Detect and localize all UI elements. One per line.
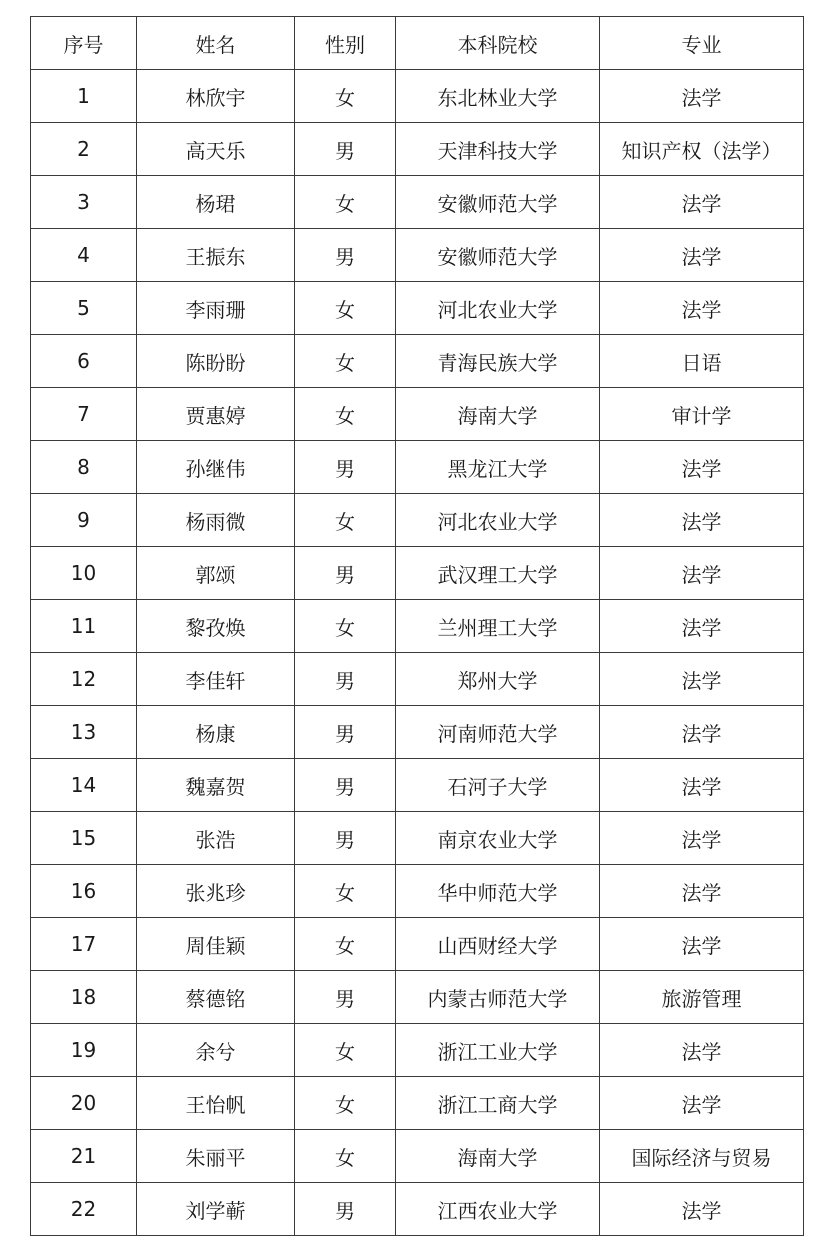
cell-gender: 男 <box>295 547 396 600</box>
cell-name: 周佳颖 <box>137 918 295 971</box>
cell-undergraduate-school: 南京农业大学 <box>396 812 600 865</box>
cell-undergraduate-school: 河北农业大学 <box>396 282 600 335</box>
cell-name: 杨珺 <box>137 176 295 229</box>
cell-major: 法学 <box>600 547 804 600</box>
table-row <box>31 865 804 918</box>
cell-major: 法学 <box>600 653 804 706</box>
cell-undergraduate-school: 石河子大学 <box>396 759 600 812</box>
cell-name: 蔡德铭 <box>137 971 295 1024</box>
cell-undergraduate-school: 东北林业大学 <box>396 70 600 123</box>
cell-gender: 女 <box>295 1077 396 1130</box>
cell-gender: 女 <box>295 494 396 547</box>
header-gender: 性别 <box>295 17 396 70</box>
table-row <box>31 1130 804 1183</box>
cell-major: 国际经济与贸易 <box>600 1130 804 1183</box>
cell-serial-number: 7 <box>31 388 137 441</box>
cell-major: 日语 <box>600 335 804 388</box>
cell-serial-number: 9 <box>31 494 137 547</box>
table-row <box>31 494 804 547</box>
cell-serial-number: 5 <box>31 282 137 335</box>
cell-undergraduate-school: 安徽师范大学 <box>396 176 600 229</box>
cell-serial-number: 18 <box>31 971 137 1024</box>
cell-major: 法学 <box>600 441 804 494</box>
cell-serial-number: 16 <box>31 865 137 918</box>
cell-gender: 女 <box>295 918 396 971</box>
cell-name: 高天乐 <box>137 123 295 176</box>
cell-name: 刘学蕲 <box>137 1183 295 1236</box>
cell-serial-number: 15 <box>31 812 137 865</box>
cell-name: 贾惠婷 <box>137 388 295 441</box>
cell-serial-number: 10 <box>31 547 137 600</box>
table-row <box>31 1077 804 1130</box>
cell-serial-number: 6 <box>31 335 137 388</box>
cell-serial-number: 13 <box>31 706 137 759</box>
cell-major: 审计学 <box>600 388 804 441</box>
table-row <box>31 229 804 282</box>
cell-major: 法学 <box>600 1024 804 1077</box>
cell-name: 林欣宇 <box>137 70 295 123</box>
cell-major: 法学 <box>600 70 804 123</box>
table-row <box>31 388 804 441</box>
cell-undergraduate-school: 郑州大学 <box>396 653 600 706</box>
cell-major: 法学 <box>600 865 804 918</box>
cell-gender: 女 <box>295 1024 396 1077</box>
cell-serial-number: 14 <box>31 759 137 812</box>
table-row <box>31 653 804 706</box>
table-row <box>31 176 804 229</box>
cell-undergraduate-school: 青海民族大学 <box>396 335 600 388</box>
cell-major: 法学 <box>600 600 804 653</box>
cell-major: 法学 <box>600 229 804 282</box>
cell-gender: 女 <box>295 335 396 388</box>
cell-gender: 男 <box>295 441 396 494</box>
cell-major: 法学 <box>600 176 804 229</box>
table-row <box>31 918 804 971</box>
header-name: 姓名 <box>137 17 295 70</box>
table-row <box>31 282 804 335</box>
table-row <box>31 971 804 1024</box>
cell-undergraduate-school: 山西财经大学 <box>396 918 600 971</box>
cell-name: 张兆珍 <box>137 865 295 918</box>
cell-gender: 男 <box>295 123 396 176</box>
cell-gender: 女 <box>295 1130 396 1183</box>
table-row <box>31 706 804 759</box>
student-roster-table <box>30 16 804 1236</box>
cell-name: 魏嘉贺 <box>137 759 295 812</box>
cell-name: 王振东 <box>137 229 295 282</box>
table-row <box>31 1024 804 1077</box>
table-row <box>31 600 804 653</box>
cell-gender: 女 <box>295 600 396 653</box>
cell-gender: 男 <box>295 706 396 759</box>
cell-gender: 男 <box>295 759 396 812</box>
cell-major: 法学 <box>600 918 804 971</box>
table-row <box>31 441 804 494</box>
cell-gender: 女 <box>295 176 396 229</box>
header-undergraduate-school: 本科院校 <box>396 17 600 70</box>
document-page <box>30 16 803 1236</box>
cell-gender: 女 <box>295 70 396 123</box>
cell-undergraduate-school: 武汉理工大学 <box>396 547 600 600</box>
cell-gender: 男 <box>295 971 396 1024</box>
cell-undergraduate-school: 天津科技大学 <box>396 123 600 176</box>
cell-gender: 男 <box>295 1183 396 1236</box>
cell-undergraduate-school: 浙江工业大学 <box>396 1024 600 1077</box>
cell-name: 余兮 <box>137 1024 295 1077</box>
cell-major: 法学 <box>600 812 804 865</box>
cell-major: 法学 <box>600 282 804 335</box>
cell-serial-number: 1 <box>31 70 137 123</box>
cell-serial-number: 21 <box>31 1130 137 1183</box>
cell-serial-number: 20 <box>31 1077 137 1130</box>
cell-gender: 女 <box>295 388 396 441</box>
cell-undergraduate-school: 黑龙江大学 <box>396 441 600 494</box>
table-row <box>31 759 804 812</box>
cell-undergraduate-school: 河北农业大学 <box>396 494 600 547</box>
cell-major: 法学 <box>600 1183 804 1236</box>
cell-undergraduate-school: 安徽师范大学 <box>396 229 600 282</box>
cell-gender: 女 <box>295 865 396 918</box>
cell-name: 李雨珊 <box>137 282 295 335</box>
header-major: 专业 <box>600 17 804 70</box>
table-row <box>31 123 804 176</box>
cell-gender: 男 <box>295 229 396 282</box>
cell-serial-number: 2 <box>31 123 137 176</box>
cell-undergraduate-school: 江西农业大学 <box>396 1183 600 1236</box>
table-row <box>31 812 804 865</box>
cell-serial-number: 17 <box>31 918 137 971</box>
cell-major: 法学 <box>600 494 804 547</box>
table-body <box>31 70 804 1236</box>
cell-name: 王怡帆 <box>137 1077 295 1130</box>
cell-gender: 男 <box>295 653 396 706</box>
cell-name: 杨康 <box>137 706 295 759</box>
table-header-row <box>31 17 804 70</box>
cell-name: 孙继伟 <box>137 441 295 494</box>
cell-serial-number: 8 <box>31 441 137 494</box>
cell-serial-number: 3 <box>31 176 137 229</box>
cell-serial-number: 12 <box>31 653 137 706</box>
table-row <box>31 70 804 123</box>
cell-name: 黎孜焕 <box>137 600 295 653</box>
cell-major: 知识产权（法学） <box>600 123 804 176</box>
cell-undergraduate-school: 河南师范大学 <box>396 706 600 759</box>
cell-undergraduate-school: 内蒙古师范大学 <box>396 971 600 1024</box>
cell-undergraduate-school: 华中师范大学 <box>396 865 600 918</box>
cell-serial-number: 4 <box>31 229 137 282</box>
cell-name: 陈盼盼 <box>137 335 295 388</box>
cell-serial-number: 22 <box>31 1183 137 1236</box>
cell-major: 旅游管理 <box>600 971 804 1024</box>
cell-major: 法学 <box>600 1077 804 1130</box>
cell-major: 法学 <box>600 706 804 759</box>
cell-undergraduate-school: 海南大学 <box>396 388 600 441</box>
cell-serial-number: 19 <box>31 1024 137 1077</box>
cell-name: 郭颂 <box>137 547 295 600</box>
header-serial-number: 序号 <box>31 17 137 70</box>
cell-name: 朱丽平 <box>137 1130 295 1183</box>
table-row <box>31 335 804 388</box>
cell-major: 法学 <box>600 759 804 812</box>
cell-name: 张浩 <box>137 812 295 865</box>
cell-undergraduate-school: 浙江工商大学 <box>396 1077 600 1130</box>
table-row <box>31 1183 804 1236</box>
table-row <box>31 547 804 600</box>
cell-name: 杨雨微 <box>137 494 295 547</box>
cell-gender: 男 <box>295 812 396 865</box>
cell-gender: 女 <box>295 282 396 335</box>
cell-serial-number: 11 <box>31 600 137 653</box>
cell-name: 李佳轩 <box>137 653 295 706</box>
cell-undergraduate-school: 海南大学 <box>396 1130 600 1183</box>
cell-undergraduate-school: 兰州理工大学 <box>396 600 600 653</box>
